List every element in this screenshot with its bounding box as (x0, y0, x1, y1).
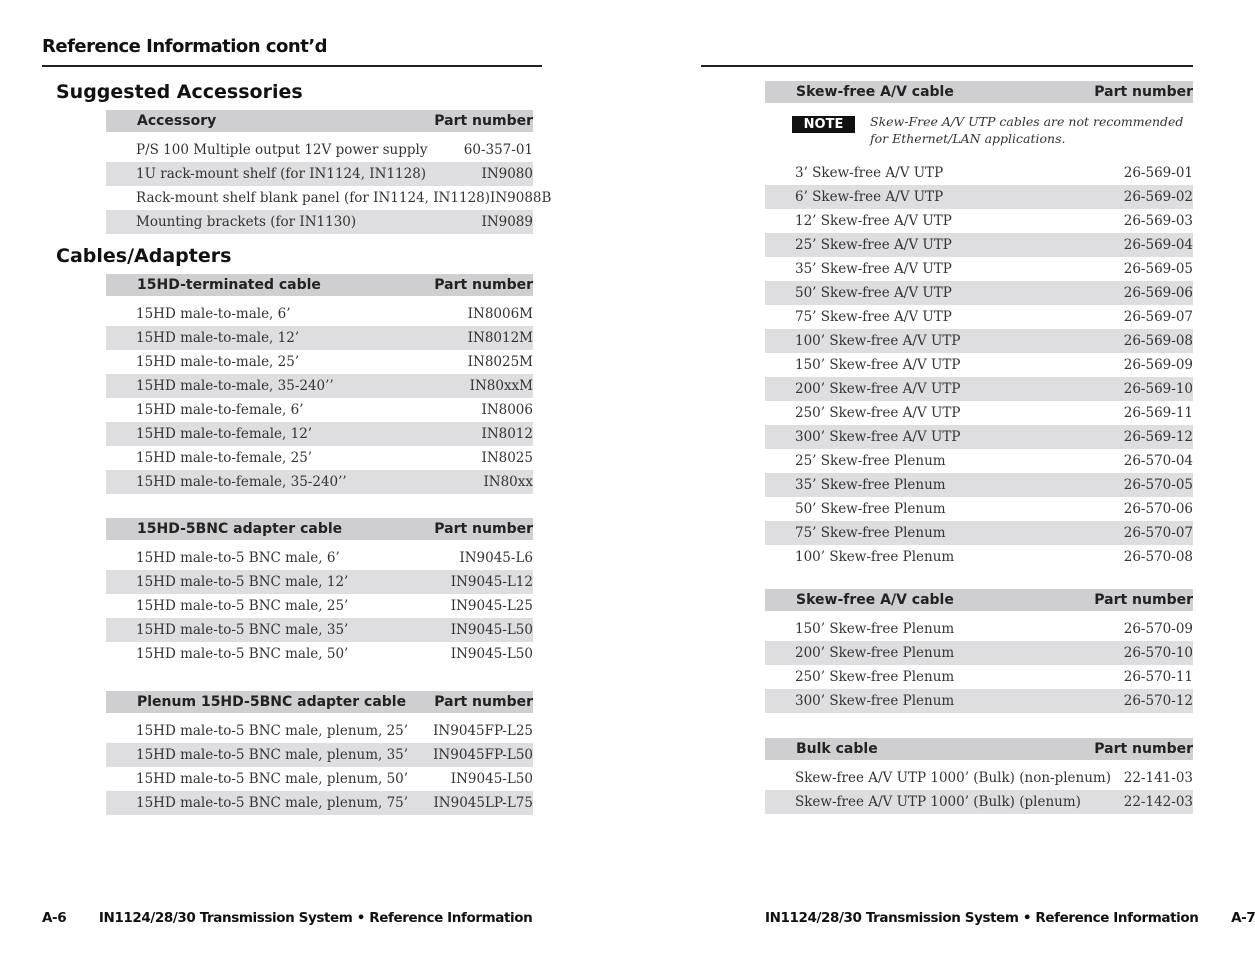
table-row (765, 377, 1193, 401)
footer-page-number: A-7 (1231, 910, 1255, 926)
plenum-adapter-table (106, 691, 533, 815)
hd-cable-table (106, 274, 533, 494)
row-part-number: IN8006 (481, 402, 533, 418)
row-part-number: IN9045-L6 (459, 550, 533, 566)
note-callout (792, 113, 1190, 147)
row-description: 35’ Skew-free A/V UTP (795, 261, 952, 277)
table-row (106, 422, 533, 446)
row-description: 15HD male-to-5 BNC male, plenum, 25’ (136, 723, 409, 739)
table-row (106, 186, 552, 210)
row-part-number: 26-570-07 (1123, 525, 1193, 541)
row-description: Skew-free A/V UTP 1000’ (Bulk) (plenum) (795, 794, 1081, 810)
column-header-part-number: Part number (434, 113, 533, 129)
table-row (106, 162, 533, 186)
table-row (765, 233, 1193, 257)
row-part-number: 26-569-12 (1123, 429, 1193, 445)
row-part-number: IN9045FP-L50 (433, 747, 533, 763)
row-description: 150’ Skew-free Plenum (795, 621, 955, 637)
note-badge: NOTE (792, 116, 855, 133)
table-row (765, 641, 1193, 665)
row-description: 15HD male-to-male, 25’ (136, 354, 300, 370)
footer-text: IN1124/28/30 Transmission System • Reference Information (98, 910, 533, 926)
table-row (106, 302, 533, 326)
row-description: 25’ Skew-free Plenum (795, 453, 946, 469)
table-header (765, 81, 1193, 103)
section-title-accessories: Suggested Accessories (56, 81, 303, 103)
row-description: 50’ Skew-free Plenum (795, 501, 946, 517)
row-part-number: IN9045-L12 (450, 574, 533, 590)
row-part-number: 22-142-03 (1123, 794, 1193, 810)
table-row (765, 665, 1193, 689)
row-description: 200’ Skew-free A/V UTP (795, 381, 961, 397)
column-header-part-number: Part number (434, 521, 533, 537)
table-row (106, 350, 533, 374)
table-row (106, 446, 533, 470)
row-part-number: 26-569-07 (1123, 309, 1193, 325)
column-header-part-number: Part number (1094, 592, 1193, 608)
table-header (765, 589, 1193, 611)
footer-text: IN1124/28/30 Transmission System • Reference Information (765, 910, 1199, 926)
row-description: 300’ Skew-free A/V UTP (795, 429, 961, 445)
footer-left (42, 910, 532, 926)
row-description: 200’ Skew-free Plenum (795, 645, 955, 661)
row-description: 15HD male-to-female, 35-240’’ (136, 474, 347, 490)
bnc-adapter-table (106, 518, 533, 666)
table-header (106, 518, 533, 540)
table-row (106, 767, 533, 791)
footer-page-number: A-6 (42, 910, 67, 926)
row-part-number: IN9045-L50 (450, 646, 533, 662)
row-description: 100’ Skew-free A/V UTP (795, 333, 961, 349)
row-part-number: 26-570-08 (1123, 549, 1193, 565)
row-part-number: IN9045-L25 (450, 598, 533, 614)
table-row (765, 353, 1193, 377)
skew-free-table-2 (765, 589, 1193, 713)
row-description: 15HD male-to-5 BNC male, 6’ (136, 550, 340, 566)
row-part-number: 26-569-01 (1123, 165, 1193, 181)
table-row (106, 743, 533, 767)
column-header-item: Plenum 15HD-5BNC adapter cable (137, 694, 407, 710)
row-part-number: 26-570-06 (1123, 501, 1193, 517)
column-header-item: Bulk cable (796, 741, 878, 757)
row-description: 15HD male-to-5 BNC male, plenum, 75’ (136, 795, 409, 811)
row-part-number: IN9045LP-L75 (433, 795, 533, 811)
row-description: 100’ Skew-free Plenum (795, 549, 955, 565)
table-row (765, 545, 1193, 569)
row-description: Skew-free A/V UTP 1000’ (Bulk) (non-plenum) (795, 770, 1111, 786)
table-header (765, 738, 1193, 760)
row-part-number: 26-569-09 (1123, 357, 1193, 373)
row-part-number: 26-570-11 (1123, 669, 1193, 685)
row-part-number: 22-141-03 (1123, 770, 1193, 786)
row-part-number: 60-357-01 (463, 142, 533, 158)
table-row (765, 790, 1193, 814)
table-row (106, 719, 533, 743)
row-part-number: 26-570-10 (1123, 645, 1193, 661)
row-part-number: IN80xxM (469, 378, 533, 394)
table-row (765, 521, 1193, 545)
table-row (106, 398, 533, 422)
row-part-number: 26-569-10 (1123, 381, 1193, 397)
row-part-number: 26-570-12 (1123, 693, 1193, 709)
row-description: P/S 100 Multiple output 12V power supply (136, 142, 428, 158)
row-part-number: IN9045-L50 (450, 622, 533, 638)
table-row (106, 546, 533, 570)
row-part-number: IN9080 (481, 166, 533, 182)
row-part-number: IN9089 (481, 214, 533, 230)
column-header-item: Accessory (137, 113, 217, 129)
table-row (765, 161, 1193, 185)
table-row (765, 689, 1193, 713)
row-part-number: 26-570-04 (1123, 453, 1193, 469)
row-description: 250’ Skew-free Plenum (795, 669, 955, 685)
row-description: 15HD male-to-5 BNC male, 50’ (136, 646, 349, 662)
row-description: 25’ Skew-free A/V UTP (795, 237, 952, 253)
table-row (765, 473, 1193, 497)
row-part-number: IN9045FP-L25 (433, 723, 533, 739)
row-description: 150’ Skew-free A/V UTP (795, 357, 961, 373)
row-description: 15HD male-to-5 BNC male, 12’ (136, 574, 349, 590)
column-header-part-number: Part number (434, 694, 533, 710)
table-row (765, 497, 1193, 521)
row-description: 75’ Skew-free Plenum (795, 525, 946, 541)
column-header-item: Skew-free A/V cable (796, 84, 954, 100)
table-row (765, 425, 1193, 449)
column-header-part-number: Part number (1094, 741, 1193, 757)
row-description: 15HD male-to-female, 6’ (136, 402, 304, 418)
table-row (106, 210, 533, 234)
row-description: 15HD male-to-female, 25’ (136, 450, 313, 466)
table-row (765, 305, 1193, 329)
row-part-number: 26-569-02 (1123, 189, 1193, 205)
row-part-number: 26-569-04 (1123, 237, 1193, 253)
row-part-number: 26-570-09 (1123, 621, 1193, 637)
row-part-number: 26-569-03 (1123, 213, 1193, 229)
table-row (765, 257, 1193, 281)
row-description: 15HD male-to-5 BNC male, plenum, 50’ (136, 771, 409, 787)
section-title-cables: Cables/Adapters (56, 245, 232, 267)
page-header-title: Reference Information cont’d (42, 36, 328, 57)
table-row (106, 791, 533, 815)
row-part-number: IN8006M (467, 306, 533, 322)
row-description: Rack-mount shelf blank panel (for IN1124, IN1128) (136, 190, 490, 206)
table-header (106, 110, 533, 132)
row-part-number: 26-569-05 (1123, 261, 1193, 277)
footer-right (765, 910, 1255, 926)
table-row (765, 329, 1193, 353)
row-description: 15HD male-to-male, 12’ (136, 330, 300, 346)
row-part-number: 26-570-05 (1123, 477, 1193, 493)
column-header-part-number: Part number (434, 277, 533, 293)
row-description: 75’ Skew-free A/V UTP (795, 309, 952, 325)
table-row (765, 766, 1193, 790)
row-description: 15HD male-to-male, 35-240’’ (136, 378, 334, 394)
table-row (106, 374, 533, 398)
column-header-part-number: Part number (1094, 84, 1193, 100)
row-part-number: 26-569-06 (1123, 285, 1193, 301)
row-description: 15HD male-to-5 BNC male, 25’ (136, 598, 349, 614)
row-description: 35’ Skew-free Plenum (795, 477, 946, 493)
column-header-item: 15HD-terminated cable (137, 277, 321, 293)
table-row (765, 281, 1193, 305)
bulk-cable-table (765, 738, 1193, 814)
row-description: 1U rack-mount shelf (for IN1124, IN1128) (136, 166, 427, 182)
row-part-number: 26-569-11 (1123, 405, 1193, 421)
column-header-item: 15HD-5BNC adapter cable (137, 521, 343, 537)
row-part-number: IN8012M (467, 330, 533, 346)
table-row (106, 138, 533, 162)
table-header (106, 274, 533, 296)
table-row (106, 570, 533, 594)
row-description: 6’ Skew-free A/V UTP (795, 189, 944, 205)
row-description: 12’ Skew-free A/V UTP (795, 213, 952, 229)
row-part-number: IN9045-L50 (450, 771, 533, 787)
table-row (106, 594, 533, 618)
header-rule-right (701, 65, 1193, 67)
row-description: 15HD male-to-female, 12’ (136, 426, 313, 442)
row-part-number: IN8025 (481, 450, 533, 466)
skew-free-table-1 (765, 81, 1193, 569)
header-rule-left (42, 65, 542, 67)
row-description: 3’ Skew-free A/V UTP (795, 165, 944, 181)
row-description: 15HD male-to-5 BNC male, 35’ (136, 622, 349, 638)
row-description: 300’ Skew-free Plenum (795, 693, 955, 709)
table-row (765, 449, 1193, 473)
accessories-table (106, 110, 552, 234)
table-row (765, 185, 1193, 209)
table-row (106, 618, 533, 642)
row-part-number: IN80xx (483, 474, 533, 490)
row-part-number: IN8025M (467, 354, 533, 370)
column-header-item: Skew-free A/V cable (796, 592, 954, 608)
row-description: 15HD male-to-5 BNC male, plenum, 35’ (136, 747, 409, 763)
table-row (765, 209, 1193, 233)
row-description: 50’ Skew-free A/V UTP (795, 285, 952, 301)
note-text: Skew-Free A/V UTP cables are not recommended for Ethernet/LAN applications. (870, 114, 1184, 146)
row-part-number: 26-569-08 (1123, 333, 1193, 349)
row-part-number: IN8012 (481, 426, 533, 442)
row-description: Mounting brackets (for IN1130) (136, 214, 357, 230)
row-description: 15HD male-to-male, 6’ (136, 306, 291, 322)
row-part-number: IN9088B (490, 190, 552, 206)
table-row (106, 642, 533, 666)
row-description: 250’ Skew-free A/V UTP (795, 405, 961, 421)
table-row (106, 326, 533, 350)
table-header (106, 691, 533, 713)
table-row (765, 401, 1193, 425)
table-row (765, 617, 1193, 641)
table-row (106, 470, 533, 494)
